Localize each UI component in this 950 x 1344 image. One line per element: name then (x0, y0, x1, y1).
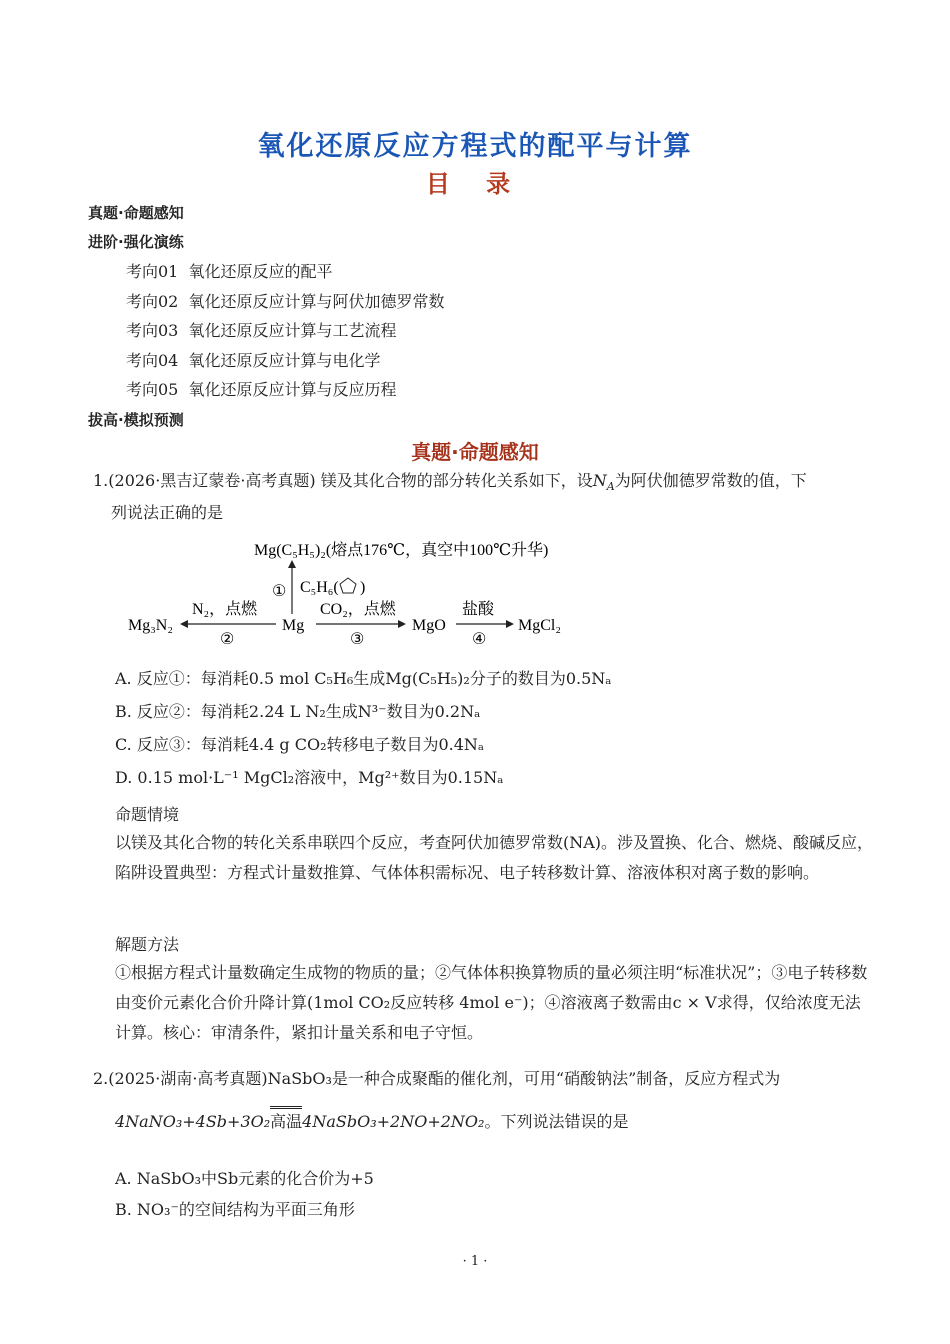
step1-label: ① (272, 583, 287, 600)
cyclopentadiene-icon (340, 578, 356, 593)
toc-item-5[interactable]: 考向05 氧化还原反应计算与反应历程 (126, 380, 397, 399)
arrow-step2-head (180, 620, 188, 628)
mgo-label: MgO (412, 617, 446, 634)
toc-section-1[interactable]: 真题·命题感知 (88, 204, 184, 222)
method-text: ①根据方程式计量数确定生成物的物质的量；②气体体积换算物质的量必须注明“标准状况”；③电子转移数由变价元素化合价升降计算(1mol CO₂反应转移 4mol e⁻)；④溶液离子数需由c × V求得，仅给浓度无法计算。核心：审清条件，紧扣计量关系和电子守恒。 (115, 963, 868, 1042)
question-2-stem: 2.(2025·湖南·高考真题)NaSbO₃是一种合成聚酯的催化剂，可用“硝酸钠法”制备，反应方程式为 (93, 1069, 781, 1088)
question-1-option-b[interactable]: B. 反应②：每消耗2.24 L N₂生成N³⁻数目为0.2Nₐ (115, 702, 481, 721)
step2-label: ② (220, 631, 235, 644)
question-1-option-d[interactable]: D. 0.15 mol·L⁻¹ MgCl₂溶液中，Mg²⁺数目为0.15Nₐ (115, 768, 504, 787)
method-label: 解题方法 (115, 935, 180, 954)
document-title: 氧化还原反应方程式的配平与计算 (257, 131, 693, 162)
mg3n2-label: Mg₃N₂ (128, 617, 173, 634)
arrow-step4-head (506, 620, 514, 628)
svg-text:): ) (360, 579, 366, 596)
n2-condition: N₂，点燃 (192, 601, 258, 618)
co2-condition: CO₂，点燃 (320, 601, 396, 618)
c5h6-label: C₅H₆( (300, 579, 339, 596)
toc-section-2[interactable]: 进阶·强化演练 (88, 233, 184, 251)
toc-item-3[interactable]: 考向03 氧化还原反应计算与工艺流程 (126, 321, 397, 340)
mgcl2-label: MgCl₂ (518, 617, 561, 634)
step4-label: ④ (472, 631, 487, 644)
toc-item-4[interactable]: 考向04 氧化还原反应计算与电化学 (126, 351, 381, 370)
toc-item-2[interactable]: 考向02 氧化还原反应计算与阿伏加德罗常数 (126, 292, 445, 311)
arrow-step3-head (398, 620, 406, 628)
question-2-option-a[interactable]: A. NaSbO₃中Sb元素的化合价为+5 (115, 1169, 374, 1188)
hcl-condition: 盐酸 (462, 601, 495, 618)
context-label: 命题情境 (115, 805, 180, 824)
arrow-step1-head (288, 560, 296, 568)
question-1-option-c[interactable]: C. 反应③：每消耗4.4 g CO₂转移电子数目为0.4Nₐ (115, 735, 485, 754)
question-1-stem: 1.(2026·黑吉辽蒙卷·高考真题) 镁及其化合物的部分转化关系如下，设$N_A$为阿伏伽德罗常数的值，下 (93, 471, 807, 494)
question-1-stem-cont: 列说法正确的是 (111, 503, 224, 522)
page-number: · 1 · (462, 1254, 488, 1269)
question-1-option-a[interactable]: A. 反应①：每消耗0.5 mol C₅H₆生成Mg(C₅H₅)₂分子的数目为0.5Nₐ (115, 669, 612, 688)
question-2-equation: 4NaNO₃+4Sb+3O₂高温4NaSbO₃+2NO+2NO₂。下列说法错误的是 (115, 1106, 628, 1132)
section-heading: 真题·命题感知 (411, 440, 539, 464)
question-2-option-b[interactable]: B. NO₃⁻的空间结构为平面三角形 (115, 1200, 355, 1219)
toc-heading: 目 录 (425, 169, 525, 198)
toc-section-3[interactable]: 拔高·模拟预测 (88, 411, 184, 429)
reaction-condition: 高温 (270, 1106, 302, 1132)
magnesium-conversion-diagram (120, 534, 590, 644)
toc-item-1[interactable]: 考向01 氧化还原反应的配平 (126, 262, 333, 281)
diagram-top-compound: Mg(C₅H₅)₂(熔点176℃，真空中100℃升华) (254, 542, 549, 559)
context-text: 以镁及其化合物的转化关系串联四个反应，考查阿伏加德罗常数(NA)。涉及置换、化合、燃烧、酸碱反应，陷阱设置典型：方程式计量数推算、气体体积需标况、电子转移数计算、溶液体积对离子数的影响。 (115, 833, 874, 882)
step3-label: ③ (350, 631, 365, 644)
mg-label: Mg (282, 617, 305, 634)
